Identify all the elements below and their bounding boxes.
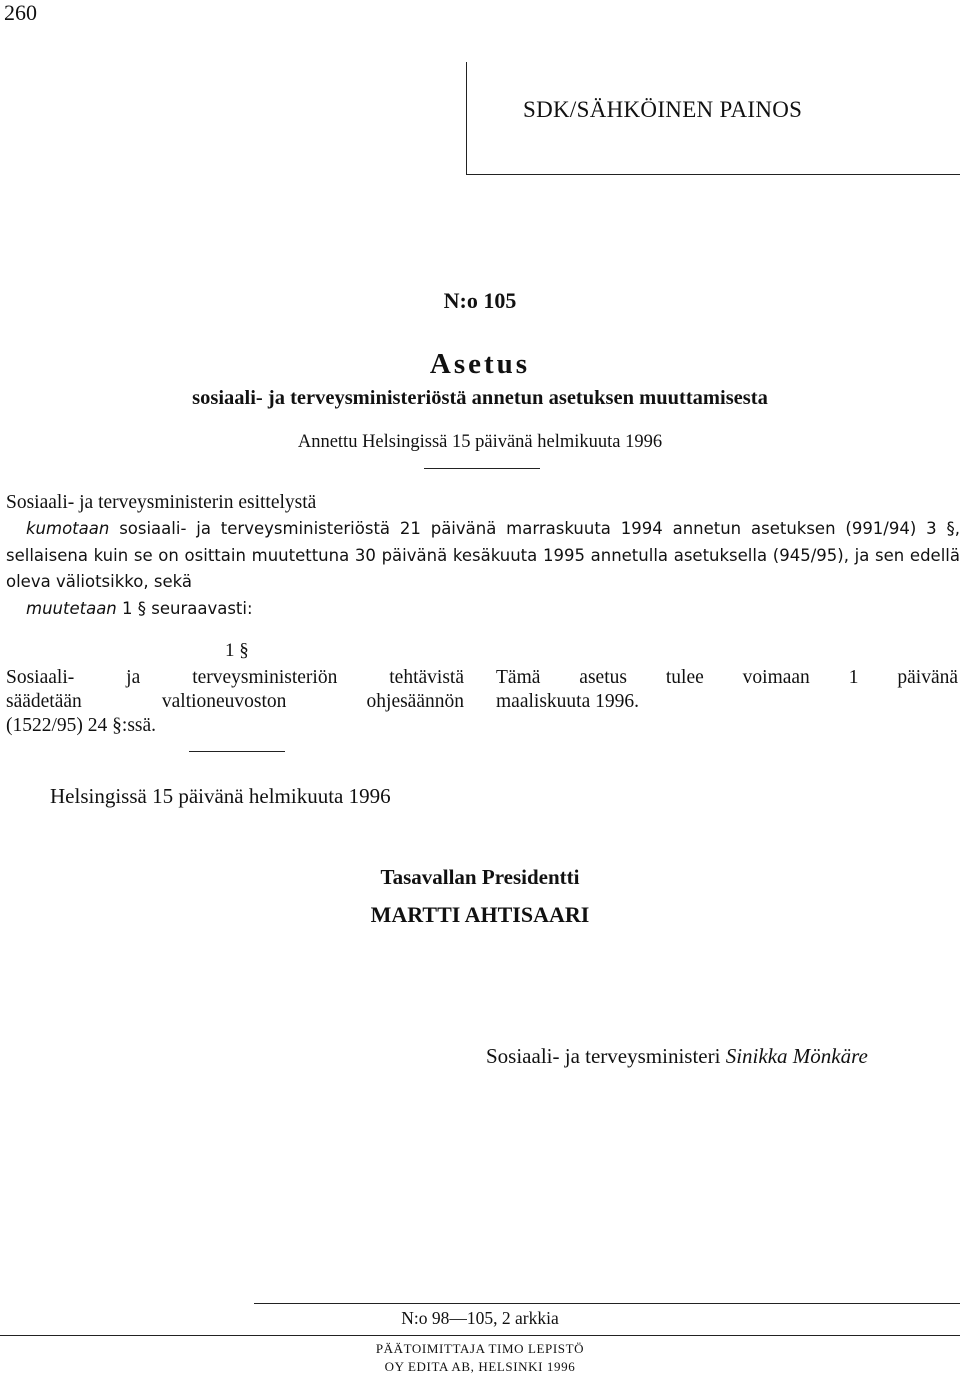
presenter-line: Sosiaali- ja terveysministerin esittelystä [6,492,317,513]
section-text-line: säädetään valtioneuvoston ohjesäännön [6,691,464,712]
footer-publisher: OY EDITA AB, HELSINKI 1996 [384,1359,576,1374]
footer-reference: N:o 98—105, 2 arkkia [401,1308,559,1328]
section-text-line: (1522/95) 24 §:ssä. [6,715,157,736]
footer-divider-lower [0,1335,960,1336]
entry-into-force-line: Tämä asetus tulee voimaan 1 päivänä [496,667,958,688]
footer-editor: PÄÄTOIMITTAJA TIMO LEPISTÖ [375,1341,585,1356]
edition-label: SDK/SÄHKÖINEN PAINOS [523,97,803,122]
repeal-text: sosiaali- ja terveysministeriöstä 21 päivänä marraskuuta 1994 annetun asetuksen (991/94) 3 §, sellaisena kuin se on osittain muutettuna 30 päivänä kesäkuuta 1995 annetulla asetuksella (945/95), ja sen edellä oleva väliotsikko, sekä [6,519,960,592]
amend-text: 1 § seuraavasti: [116,598,253,618]
entry-into-force-line: maaliskuuta 1996. [496,691,639,712]
body-paragraph [6,516,960,622]
footer-divider [254,1303,960,1304]
entry-into-force [496,666,958,714]
president-title: Tasavallan Presidentti [380,865,580,889]
president-name: MARTTI AHTISAARI [370,902,590,927]
title-divider [424,468,540,469]
section-heading: 1 § [225,640,249,661]
minister-signature [486,1044,868,1069]
section-text-line: Sosiaali- ja terveysministeriön tehtävistä [6,667,464,688]
amend-verb: muutetaan [26,598,117,618]
minister-title: Sosiaali- ja terveysministeri [486,1044,721,1068]
document-type: Asetus [429,348,531,380]
given-date: Annettu Helsingissä 15 päivänä helmikuuta 1996 [297,432,663,452]
repeal-verb: kumotaan [26,519,110,538]
section-end-divider [189,751,285,752]
place-and-date: Helsingissä 15 päivänä helmikuuta 1996 [50,784,391,808]
page-number: 260 [4,0,37,25]
document-number: N:o 105 [443,288,517,313]
minister-name: Sinikka Mönkäre [725,1044,868,1068]
document-title: sosiaali- ja terveysministeriöstä annetun asetuksen muuttamisesta [192,387,768,409]
section-text [6,666,464,738]
